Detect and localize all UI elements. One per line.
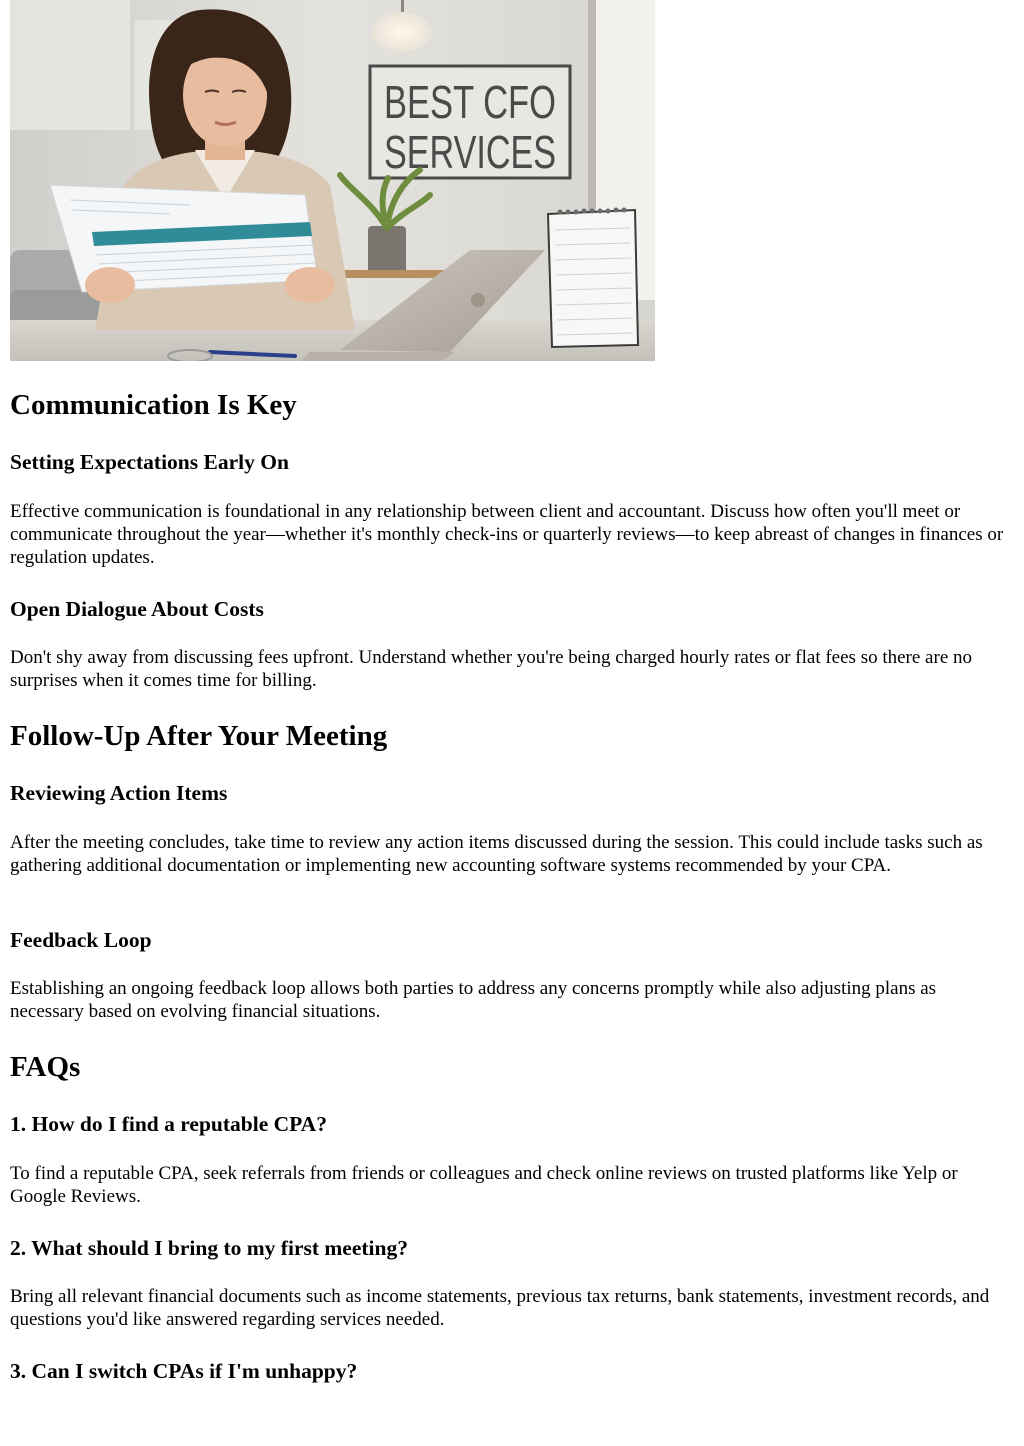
heading-reviewing-action-items: Reviewing Action Items — [10, 781, 228, 805]
article — [10, 0, 1005, 1383]
faq-question-1: 1. How do I find a reputable CPA? — [10, 1112, 327, 1136]
faq-answer-2: Bring all relevant financial documents such as income statements, previous tax returns, bank statements, investment records, and questions you'd like answered regarding services needed. — [10, 1286, 990, 1330]
heading-open-dialogue-costs: Open Dialogue About Costs — [10, 597, 264, 621]
paragraph-open-dialogue-costs: Don't shy away from discussing fees upfront. Understand whether you're being charged hourly rates or flat fees so there are no surprises when it comes time for billing. — [10, 647, 973, 691]
paragraph-setting-expectations: Effective communication is foundational in any relationship between client and accountant. Discuss how often you'll meet or communicate throughout the year—whether it's monthly check-ins or quarterly reviews—to keep abreast of changes in finances or regulation updates. — [10, 501, 1004, 568]
heading-setting-expectations: Setting Expectations Early On — [10, 450, 289, 474]
section-title-communication: Communication Is Key — [10, 389, 297, 421]
paragraph-feedback-loop: Establishing an ongoing feedback loop allows both parties to address any concerns promptly while also adjusting plans as necessary based on evolving financial situations. — [10, 978, 937, 1022]
section-title-faqs: FAQs — [10, 1051, 81, 1083]
heading-feedback-loop: Feedback Loop — [10, 928, 152, 952]
faq-question-3: 3. Can I switch CPAs if I'm unhappy? — [10, 1359, 358, 1383]
sign-line-1: BEST CFO — [384, 76, 556, 128]
faq-answer-1: To find a reputable CPA, seek referrals from friends or colleagues and check online reviews on trusted platforms like Yelp or Google Reviews. — [10, 1163, 958, 1207]
faq-question-2: 2. What should I bring to my first meeting? — [10, 1236, 408, 1260]
hero-photo — [10, 0, 655, 361]
section-title-follow-up: Follow-Up After Your Meeting — [10, 720, 388, 752]
sign-line-2: SERVICES — [384, 126, 556, 178]
paragraph-reviewing-action-items: After the meeting concludes, take time to review any action items discussed during the session. This could include tasks such as gathering additional documentation or implementing new accounting software systems recommended by your CPA. — [10, 832, 983, 876]
